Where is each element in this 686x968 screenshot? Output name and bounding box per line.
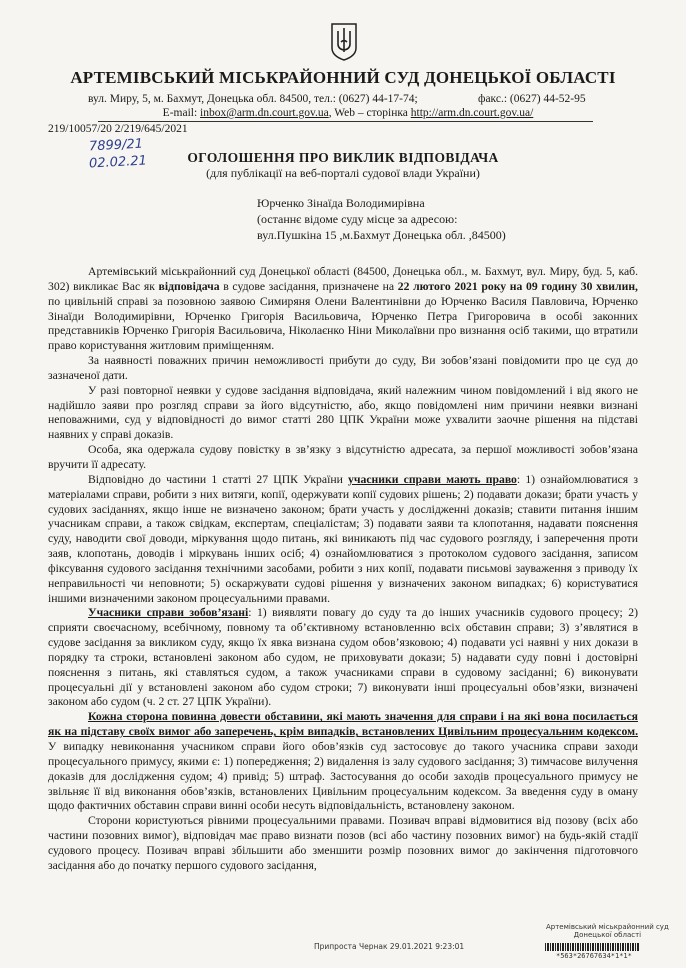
recipient-note: (останнє відоме суду місце за адресою: bbox=[257, 212, 458, 226]
paragraph-notify-court: За наявності поважних причин неможливості прибути до суду, Ви зобов’язані повідомити про це суд до зазначеної дати. bbox=[48, 354, 638, 382]
document-subtitle: (для публікації на веб-порталі судової влади України) bbox=[206, 166, 480, 180]
court-stamp: Артемівський міськрайонний суд Донецької області bbox=[546, 923, 669, 939]
trident-emblem-icon bbox=[329, 22, 359, 62]
recipient-name: Юрченко Зінаїда Володимирівна bbox=[257, 196, 425, 210]
court-name: АРТЕМІВСЬКИЙ МІСЬКРАЙОННИЙ СУД ДОНЕЦЬКОЇ ОБЛАСТІ bbox=[70, 68, 616, 87]
web-link[interactable]: http://arm.dn.court.gov.ua/ bbox=[410, 107, 534, 119]
paragraph-delivery: Особа, яка одержала судову повістку в зв’язку з відсутністю адресата, за першої можливості зобов’язана вручити її адресату. bbox=[48, 443, 638, 471]
email-label: E-mail: bbox=[162, 107, 201, 119]
header-divider bbox=[98, 121, 593, 122]
registration-stamp: Припроста Чернак 29.01.2021 9:23:01 bbox=[314, 942, 465, 951]
barcode bbox=[545, 943, 640, 951]
web-label: , Web – сторінка bbox=[328, 107, 411, 119]
paragraph-evidence: Кожна сторона повинна довести обставини, які мають значення для справи і на які вона посилається як на підставу своїх вимог або заперечень, крім випадків, встановлених Цивільним процесуальним кодексом. У випадку невиконання учасником справи його обов’язків суд застосовує до такого учасника справи заходи процесуального примусу, якими є: 1) попередження; 2) видалення із залу судового засідання; 3) тимчасове вилучення доказів для дослідження судом; 4) привід; 5) штраф. Застосування до особи заходів процесуального примусу не звільняє її від виконання обов’язків, встановлених Цивільним процесуальним кодексом. За введення суду в оману щодо фактичних обставин справи винні особи несуть відповідальність, встановлену законом. bbox=[48, 710, 638, 813]
court-address bbox=[88, 93, 608, 105]
barcode-text: *563*26767634*1*1* bbox=[556, 952, 632, 960]
recipient-address: вул.Пушкіна 15 ,м.Бахмут Донецька обл. ,84500) bbox=[257, 228, 506, 242]
paragraph-duties: Учасники справи зобов’язані: 1) виявляти повагу до суду та до інших учасників судового процесу; 2) сприяти своєчасному, всебічному, повному та об’єктивному встановленню всіх обставин справи; 3) з’являтися в судове засідання за викликом суду, якщо їх явка визнана судом обов’язковою; 4) подавати усі наявні у них докази в порядку та строки, встановлені законом або судом, не приховувати докази; 5) надавати суду повні і достовірні пояснення з питань, які ставляться судом, а також учасниками справи в судовому засіданні; 6) виконувати процесуальні дії у встановлені законом або судом строки; 7) виконувати інші процесуальні обов’язки, визначені законом або судом (ч. 2 ст. 27 ЦПК України). bbox=[48, 606, 638, 709]
handwritten-date: 02.02.21 bbox=[88, 153, 148, 172]
paragraph-rights: Відповідно до частини 1 статті 27 ЦПК України учасники справи мають право: 1) ознайомлюватися з матеріалами справи, робити з них витяги, копії, одержувати копії судових рішень; 2) подавати докази; брати участь у судових засіданнях, якщо інше не визначено законом; брати участь у дослідженні доказів; ставити питання іншим учасникам справи, а також свідкам, експертам, спеціалістам; 3) подавати заяви та клопотання, надавати пояснення суду, наводити свої доводи, міркування щодо питань, які виникають під час судового розгляду, і заперечення проти заяв, клопотань, доводів і міркувань інших осіб; 4) ознайомлюватися з протоколом судового засідання, записом фіксування судового засідання технічними засобами, робити з них копії, подавати письмові зауваження з приводу їх неправильності чи неповноти; 5) оскаржувати судові рішення у визначених законом випадках; 6) користуватися іншими визначеними законом процесуальними правами. bbox=[48, 472, 638, 605]
paragraph-summons: Артемівський міськрайонний суд Донецької області (84500, Донецька обл., м. Бахмут, вул. Миру, буд. 5, каб. 302) викликає Вас як відповідача в судове засідання, призначене на 22 лютого 2021 року на 09 годину 30 хвилин, по цивільній справі за позовною заявою Симиряня Олени Валентинівни до Юрченко Василя Павловича, Юрченко Зінаїди Володимирівни, Юрченко Григорія Васильовича, Юрченко Петра Григоровича в особі законних представників Юрченко Григорія Васильовича, Ніколаєнко Ніни Миколаївни про визнання осіб такими, що втратили право користування житловим приміщенням. bbox=[48, 265, 638, 353]
case-number: 219/10057/20 2/219/645/2021 bbox=[48, 123, 188, 135]
paragraph-default-judgment: У разі повторної неявки у судове засідання відповідача, який належним чином повідомлений і від якого не надійшло заяви про розгляд справи за його відсутністю, або, якщо повідомлені ним причини неявки визнані неповажними, суд у відповідності до вимог статті 280 ЦПК України може ухвалити заочне рішення на підставі наявних у справі доказів. bbox=[48, 383, 638, 442]
handwritten-registration: 7899/21 bbox=[88, 136, 144, 155]
document-title: ОГОЛОШЕННЯ ПРО ВИКЛИК ВІДПОВІДАЧА bbox=[187, 150, 499, 165]
contact-line bbox=[88, 107, 608, 119]
address-text: вул. Миру, 5, м. Бахмут, Донецька обл. 84500, тел.: (0627) 44-17-74; bbox=[88, 93, 418, 105]
fax-text: факс.: (0627) 44-52-95 bbox=[478, 93, 586, 105]
email-link[interactable]: inbox@arm.dn.court.gov.ua bbox=[200, 107, 329, 119]
paragraph-equal-rights: Сторони користуються рівними процесуальними правами. Позивач вправі відмовитися від позову (всіх або частини позовних вимог), відповідач має право визнати позов (всі або частину позовних вимог) на будь-якій стадії судового процесу. Позивач вправі збільшити або зменшити розмір позовних вимог до закінчення підготовчого засідання або до початку першого судового засідання, bbox=[48, 814, 638, 872]
notice-body bbox=[48, 265, 638, 874]
